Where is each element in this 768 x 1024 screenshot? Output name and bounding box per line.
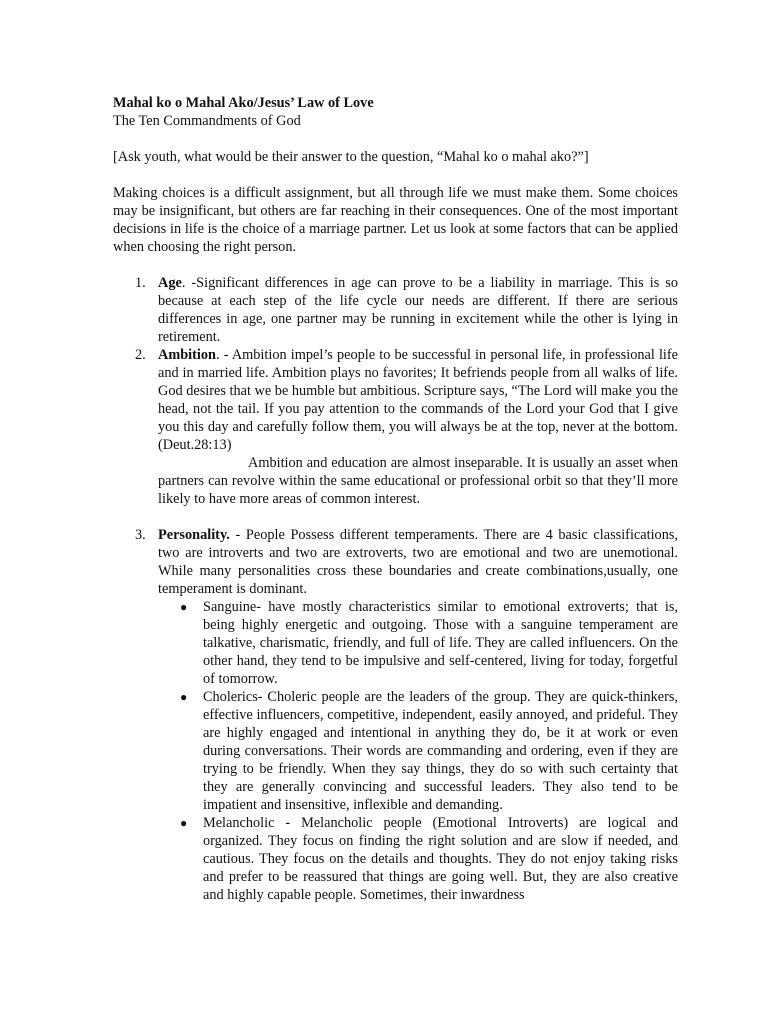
criteria-text: . - Ambition impel’s people to be successful in personal life, in professional life and in married life. Ambition plays no favorites; It befriends people from all walks of life. God desires that we be humble but ambitious. Scripture says, “The Lord will make you the head, not the tail. If you pay attention to the commands of the Lord your God that I give you this day and carefully follow them, you will always be at the top, never at the bottom. (Deut.28:13) — [158, 347, 678, 453]
bullet-icon: ● — [180, 690, 188, 704]
bullet-icon: ● — [180, 816, 188, 830]
discussion-prompt: [Ask youth, what would be their answer to the question, “Mahal ko o mahal ako?”] — [113, 149, 589, 165]
criteria-item-ambition — [113, 346, 678, 508]
temperament-item-choleric — [158, 688, 678, 814]
criteria-term: Ambition — [158, 347, 216, 363]
document-subtitle: The Ten Commandments of God — [113, 113, 301, 129]
temperament-text: Sanguine- have mostly characteristics similar to emotional extroverts; that is, being highly energetic and outgoing. Those with a sanguine temperament are talkative, charismatic, friendly, and full of life. They are called influencers. On the other hand, they tend to be impulsive and self-centered, living for today, forgetful of tomorrow. — [203, 599, 678, 687]
temperament-text: Cholerics- Choleric people are the leaders of the group. They are quick-thinkers, effective influencers, competitive, independent, easily annoyed, and prideful. They are highly engaged and intentional in anything they do, be it at work or even during conversations. Their words are commanding and ordering, even if they are trying to be friendly. When they say things, they do so with such certainty that they are generally convincing and successful leaders. They also tend to be impatient and insensitive, inflexible and demanding. — [203, 689, 678, 813]
temperament-text: Melancholic - Melancholic people (Emotional Introverts) are logical and organized. They focus on finding the right solution and are slow if needed, and cautious. They focus on the details and thoughts. They do not enjoy taking risks and prefer to be reassured that things are going well. But, they are also creative and highly capable people. Sometimes, their inwardness — [203, 815, 678, 903]
temperament-item-melancholic — [158, 814, 678, 904]
criteria-item-age — [113, 274, 678, 346]
document-body — [113, 94, 678, 904]
list-number: 1. — [135, 275, 146, 291]
criteria-text: - People Possess different temperaments. There are 4 basic classifications, two are introverts and two are extroverts, two are emotional and two are unemotional. While many personalities cross these boundaries and create combinations,usually, one temperament is dominant. — [158, 527, 678, 597]
criteria-list — [113, 274, 678, 904]
temperament-list — [158, 598, 678, 904]
criteria-term: Age — [158, 275, 182, 291]
intro-paragraph: Making choices is a difficult assignment, but all through life we must make them. Some choices may be insignificant, but others are far reaching in their consequences. One of the most important decisions in life is the choice of a marriage partner. Let us look at some factors that can be applied when choosing the right person. — [113, 185, 678, 255]
criteria-continuation: Ambition and education are almost inseparable. It is usually an asset when partners can revolve within the same educational or professional orbit so that they’ll more likely to have more areas of common interest. — [158, 455, 678, 507]
list-number: 3. — [135, 527, 146, 543]
document-title: Mahal ko o Mahal Ako/Jesus’ Law of Love — [113, 95, 374, 111]
bullet-icon: ● — [180, 600, 188, 614]
criteria-term: Personality. — [158, 527, 230, 543]
criteria-text: . -Significant differences in age can prove to be a liability in marriage. This is so because at each step of the life cycle our needs are different. If there are serious differences in age, one partner may be running in excitement while the other is lying in retirement. — [158, 275, 678, 345]
list-spacer — [113, 508, 678, 526]
list-number: 2. — [135, 347, 146, 363]
temperament-item-sanguine — [158, 598, 678, 688]
criteria-item-personality — [113, 526, 678, 904]
